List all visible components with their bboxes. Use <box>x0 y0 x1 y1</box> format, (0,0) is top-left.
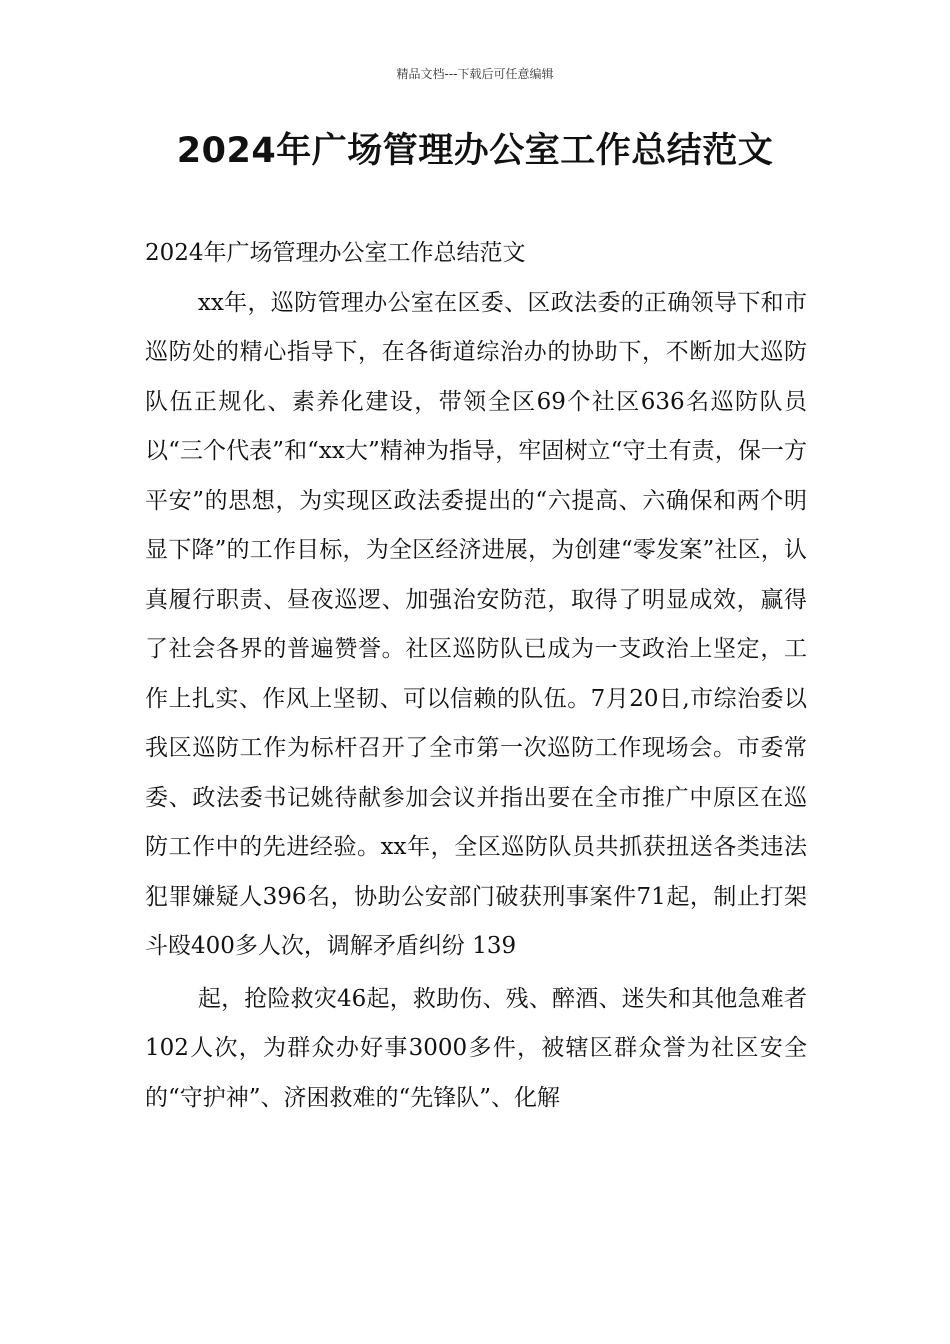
body-paragraph: xx年，巡防管理办公室在区委、区政法委的正确领导下和市巡防处的精心指导下，在各街道综治办的协助下，不断加大巡防队伍正规化、素养化建设，带领全区69个社区636名巡防队员以“三个代表”和“xx大”精神为指导，牢固树立“守土有责，保一方平安”的思想，为实现区政法委提出的“六提高、六确保和两个明显下降”的工作目标，为全区经济进展，为创建“零发案”社区，认真履行职责、昼夜巡逻、加强治安防范，取得了明显成效，赢得了社会各界的普遍赞誉。社区巡防队已成为一支政治上坚定，工作上扎实、作风上坚韧、可以信赖的队伍。7月20日,市综治委以我区巡防工作为标杆召开了全市第一次巡防工作现场会。市委常委、政法委书记姚待献参加会议并指出要在全市推广中原区在巡防工作中的先进经验。xx年，全区巡防队员共抓获扭送各类违法犯罪嫌疑人396名，协助公安部门破获刑事案件71起，制止打架斗殴400多人次，调解矛盾纠纷 139 <box>145 289 807 959</box>
document-subtitle: 2024年广场管理办公室工作总结范文 <box>145 240 526 266</box>
document-body <box>145 229 807 1123</box>
body-paragraph: 起，抢险救灾46起，救助伤、残、醉酒、迷失和其他急难者102人次，为群众办好事3000多件，被辖区群众誉为社区安全的“守护神”、济困救难的“先锋队”、化解 <box>145 985 807 1111</box>
document-title: 2024年广场管理办公室工作总结范文 <box>176 131 774 171</box>
header-note: 精品文档---下载后可任意编辑 <box>396 67 554 81</box>
